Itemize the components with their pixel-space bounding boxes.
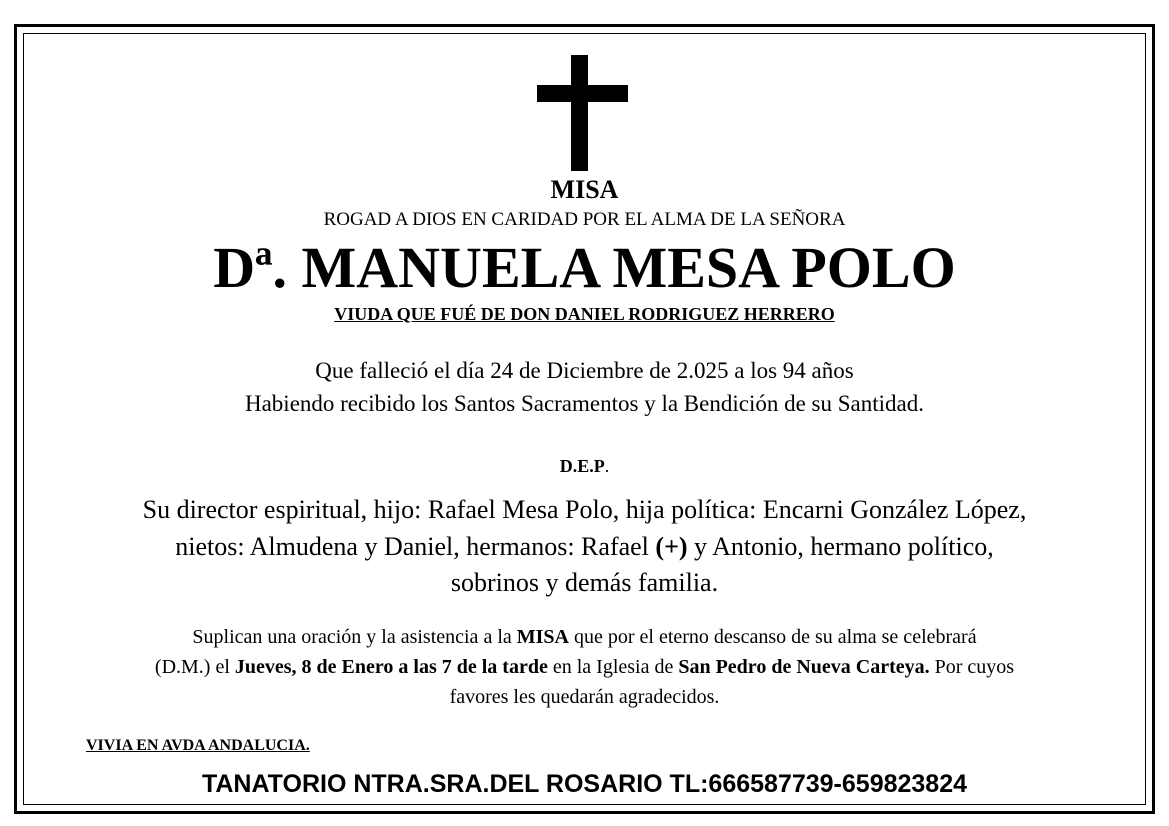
address-line: [86, 735, 310, 757]
rogad-line: ROGAD A DIOS EN CARIDAD POR EL ALMA DE LA SEÑORA: [323, 209, 846, 230]
footer-funeral-home: TANATORIO NTRA.SRA.DEL ROSARIO TL:666587739-659823824: [201, 770, 968, 798]
widow-text: VIUDA QUE FUÉ DE DON DANIEL RODRIGUEZ HERRERO: [334, 304, 835, 324]
mass-line-2-a: (D.M.) el: [154, 656, 235, 678]
mass-line-3: favores les quedarán agradecidos.: [449, 686, 720, 708]
mass-line-2-c: en la Iglesia de: [547, 656, 679, 678]
cross-vertical-bar: [571, 55, 588, 171]
deceased-name: Dª. MANUELA MESA POLO: [213, 235, 956, 300]
dep-dot: .: [604, 456, 610, 476]
family-deceased-mark: (+): [655, 532, 688, 561]
mass-misa: MISA: [516, 626, 569, 648]
address-text: VIVIA EN AVDA ANDALUCIA.: [86, 737, 310, 754]
widow-line: [0, 302, 1169, 326]
death-line-1: Que falleció el día 24 de Diciembre de 2.025 a los 94 años: [315, 358, 854, 383]
dep-label: D.E.P: [559, 456, 605, 476]
mass-line-2-e: Por cuyos: [929, 656, 1015, 678]
family-line-2: [0, 530, 1169, 564]
mass-line-1-a: Suplican una oración y la asistencia a la: [192, 626, 517, 648]
family-line-3: sobrinos y demás familia.: [450, 568, 719, 597]
family-line-1: Su director espiritual, hijo: Rafael Mesa Polo, hija política: Encarni González López,: [142, 495, 1027, 524]
mass-line-1: [0, 623, 1169, 651]
mass-line-1-c: que por el eterno descanso de su alma se celebrará: [568, 626, 977, 648]
family-line-2-c: y Antonio, hermano político,: [687, 532, 994, 561]
mass-line-2: [0, 653, 1169, 681]
family-line-2-a: nietos: Almudena y Daniel, hermanos: Rafael: [175, 532, 656, 561]
cross-horizontal-bar: [537, 85, 628, 102]
dep-line: [0, 453, 1169, 479]
mass-date: Jueves, 8 de Enero a las 7 de la tarde: [234, 656, 548, 678]
death-line-2: Habiendo recibido los Santos Sacramentos y la Bendición de su Santidad.: [244, 391, 924, 416]
mass-church: San Pedro de Nueva Carteya.: [678, 656, 930, 678]
misa-heading: MISA: [550, 175, 619, 204]
